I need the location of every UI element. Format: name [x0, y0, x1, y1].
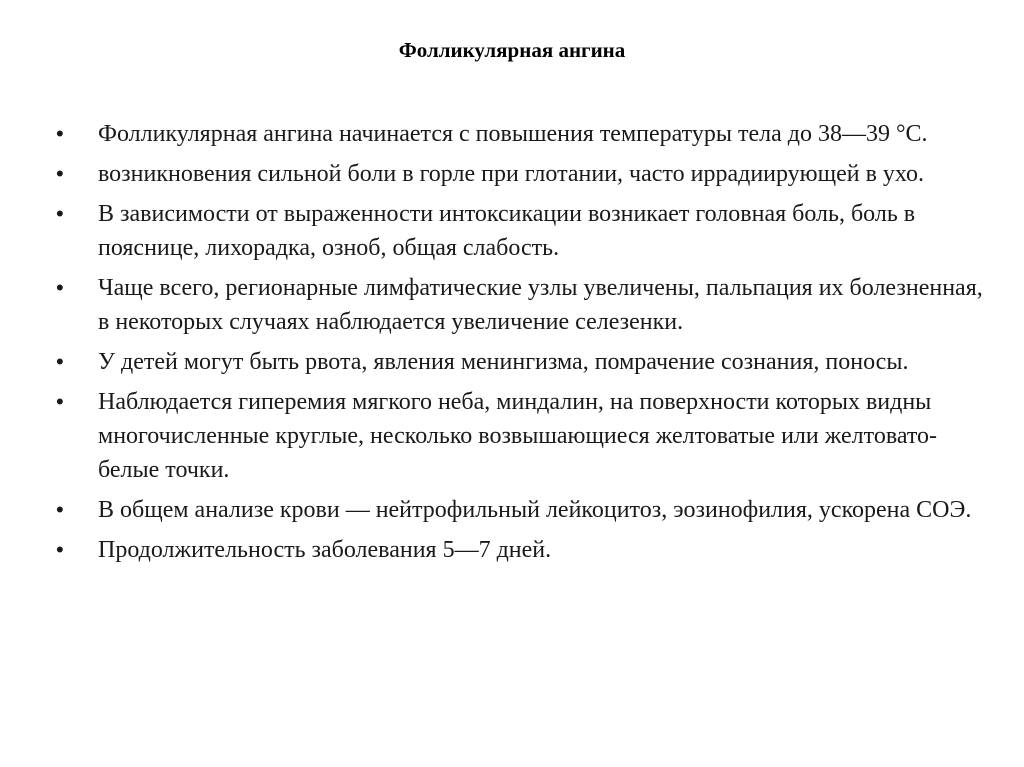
- bullet-item: [56, 493, 996, 527]
- bullet-dot: •: [56, 497, 64, 522]
- bullet-item: [56, 197, 996, 265]
- bullet-item: [56, 345, 996, 379]
- bullet-dot: •: [56, 201, 64, 226]
- bullet-dot: •: [56, 389, 64, 414]
- bullet-dot: •: [56, 121, 64, 146]
- bullet-item: [56, 157, 996, 191]
- bullet-item: [56, 117, 996, 151]
- bullet-text: Фолликулярная ангина начинается с повышения температуры тела до 38—39 °С.: [98, 121, 928, 147]
- bullet-text: возникновения сильной боли в горле при глотании, часто иррадиирующей в ухо.: [98, 161, 925, 187]
- bullet-dot: •: [56, 537, 64, 562]
- bullet-dot: •: [56, 349, 64, 374]
- bullet-text: Наблюдается гиперемия мягкого неба, миндалин, на поверхности которых видны многочисленные круглые, несколько возвышающиеся желтоватые или желтовато-белые точки.: [98, 389, 938, 483]
- bullet-dot: •: [56, 161, 64, 186]
- bullet-item: [56, 385, 996, 487]
- bullet-dot: •: [56, 275, 64, 300]
- bullet-text: У детей могут быть рвота, явления менингизма, помрачение сознания, поносы.: [98, 349, 909, 375]
- bullet-text: В зависимости от выраженности интоксикации возникает головная боль, боль в пояснице, лихорадка, озноб, общая слабость.: [98, 201, 916, 261]
- bullet-item: [56, 533, 996, 567]
- bullet-text: В общем анализе крови — нейтрофильный лейкоцитоз, эозинофилия, ускорена СОЭ.: [98, 497, 972, 523]
- bullet-text: Продолжительность заболевания 5—7 дней.: [98, 537, 552, 563]
- bullet-text: Чаще всего, регионарные лимфатические узлы увеличены, пальпация их болезненная, в некоторых случаях наблюдается увеличение селезенки.: [98, 275, 983, 335]
- bullet-list: [56, 117, 996, 573]
- slide-title: Фолликулярная ангина: [398, 38, 626, 62]
- bullet-item: [56, 271, 996, 339]
